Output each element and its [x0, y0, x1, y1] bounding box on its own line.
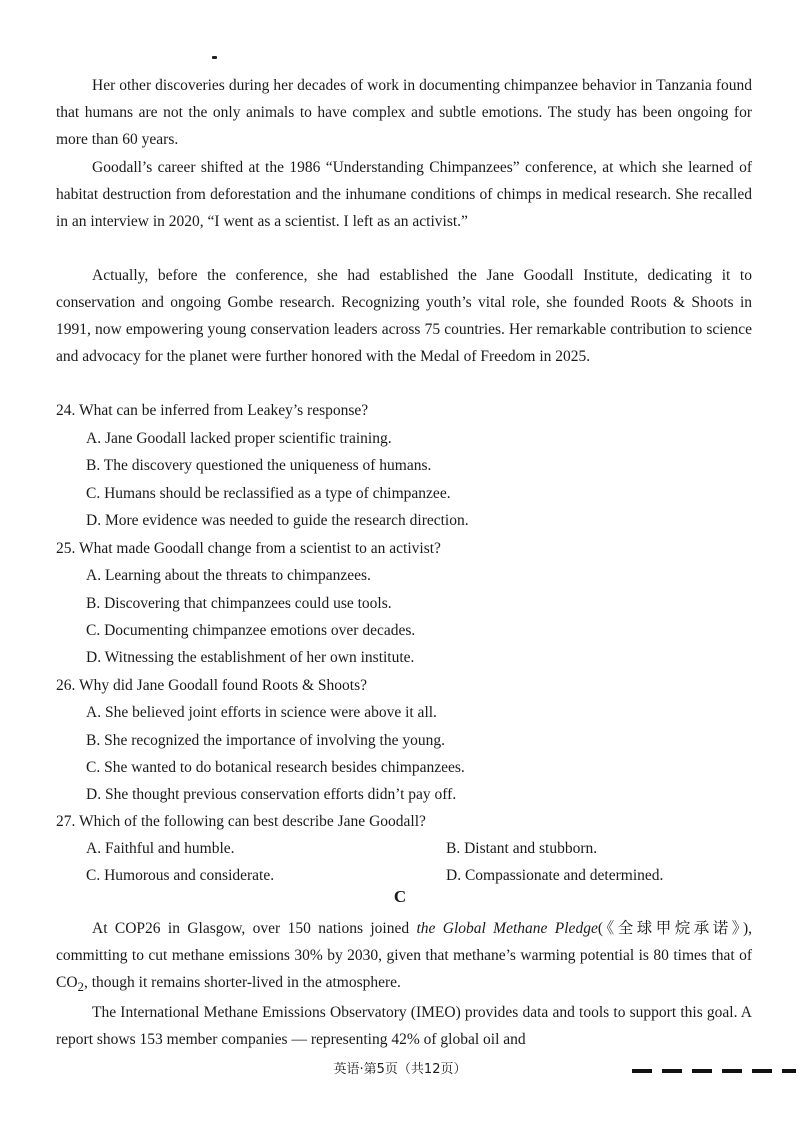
- text-run: , committing to cut methane emissions 30% by 2030, given that methane’s warming potential is 80 times that of CO: [56, 920, 752, 991]
- question-26-option-d: D. She thought previous conservation efforts didn’t pay off.: [86, 786, 457, 803]
- dash: [662, 1069, 682, 1073]
- dash: [692, 1069, 712, 1073]
- dash: [632, 1069, 652, 1073]
- question-25-option-c: C. Documenting chimpanzee emotions over decades.: [86, 622, 416, 639]
- question-27-option-a: A. Faithful and humble.: [86, 840, 235, 857]
- scan-speck: [212, 56, 217, 59]
- chinese-title: (《全球甲烷承诺》): [597, 920, 749, 937]
- question-25-stem: 25. What made Goodall change from a scientist to an activist?: [56, 540, 441, 557]
- question-27-option-c: C. Humorous and considerate.: [86, 867, 275, 884]
- section-heading: C: [393, 887, 407, 906]
- question-25-option-b: B. Discovering that chimpanzees could use tools.: [86, 595, 392, 612]
- page-footer: 英语·第5页（共12页）: [333, 1062, 467, 1077]
- question-26-option-b: B. She recognized the importance of involving the young.: [86, 732, 445, 749]
- question-24-option-d: D. More evidence was needed to guide the research direction.: [86, 512, 469, 529]
- question-26-option-c: C. She wanted to do botanical research besides chimpanzees.: [86, 759, 465, 776]
- dash: [752, 1069, 772, 1073]
- question-24-option-b: B. The discovery questioned the uniqueness of humans.: [86, 457, 432, 474]
- passage-paragraph: Goodall’s career shifted at the 1986 “Understanding Chimpanzees” conference, at which she learned of habitat destruction from deforestation and the inhumane conditions of chimps in medical research. She recalled in an interview in 2020, “I went as a scientist. I left as an activist.”: [56, 159, 752, 230]
- text-run: At COP26 in Glasgow, over 150 nations joined: [92, 920, 417, 937]
- question-24-stem: 24. What can be inferred from Leakey’s response?: [56, 402, 369, 419]
- dash: [722, 1069, 742, 1073]
- passage-paragraph: Actually, before the conference, she had established the Jane Goodall Institute, dedicating it to conservation and ongoing Gombe research. Recognizing youth’s vital role, she founded Roots & Shoots in 1991, now empowering young conservation leaders across 75 countries. Her remarkable contribution to science and advocacy for the planet were further honored with the Medal of Freedom in 2025.: [56, 267, 752, 365]
- passage-paragraph: [56, 915, 752, 1000]
- pledge-title: the Global Methane Pledge: [416, 920, 598, 937]
- question-25-option-d: D. Witnessing the establishment of her own institute.: [86, 649, 415, 666]
- dash: [782, 1069, 796, 1073]
- passage-paragraph: The International Methane Emissions Observatory (IMEO) provides data and tools to support this goal. A report shows 153 member companies — representing 42% of global oil and: [56, 1004, 752, 1048]
- question-26-option-a: A. She believed joint efforts in science were above it all.: [86, 704, 437, 721]
- question-24-option-c: C. Humans should be reclassified as a type of chimpanzee.: [86, 485, 451, 502]
- question-27-stem: 27. Which of the following can best describe Jane Goodall?: [56, 813, 426, 830]
- subscript: 2: [77, 979, 84, 995]
- question-26-stem: 26. Why did Jane Goodall found Roots & Shoots?: [56, 677, 367, 694]
- passage-paragraph: Her other discoveries during her decades of work in documenting chimpanzee behavior in Tanzania found that humans are not the only animals to have complex and subtle emotions. The study has been ongoing for more than 60 years.: [56, 77, 752, 148]
- question-27-option-b: B. Distant and stubborn.: [446, 840, 598, 857]
- question-27-option-d: D. Compassionate and determined.: [446, 867, 664, 884]
- text-run: , though it remains shorter-lived in the atmosphere.: [84, 974, 401, 991]
- question-24-option-a: A. Jane Goodall lacked proper scientific training.: [86, 430, 392, 447]
- question-25-option-a: A. Learning about the threats to chimpanzees.: [86, 567, 371, 584]
